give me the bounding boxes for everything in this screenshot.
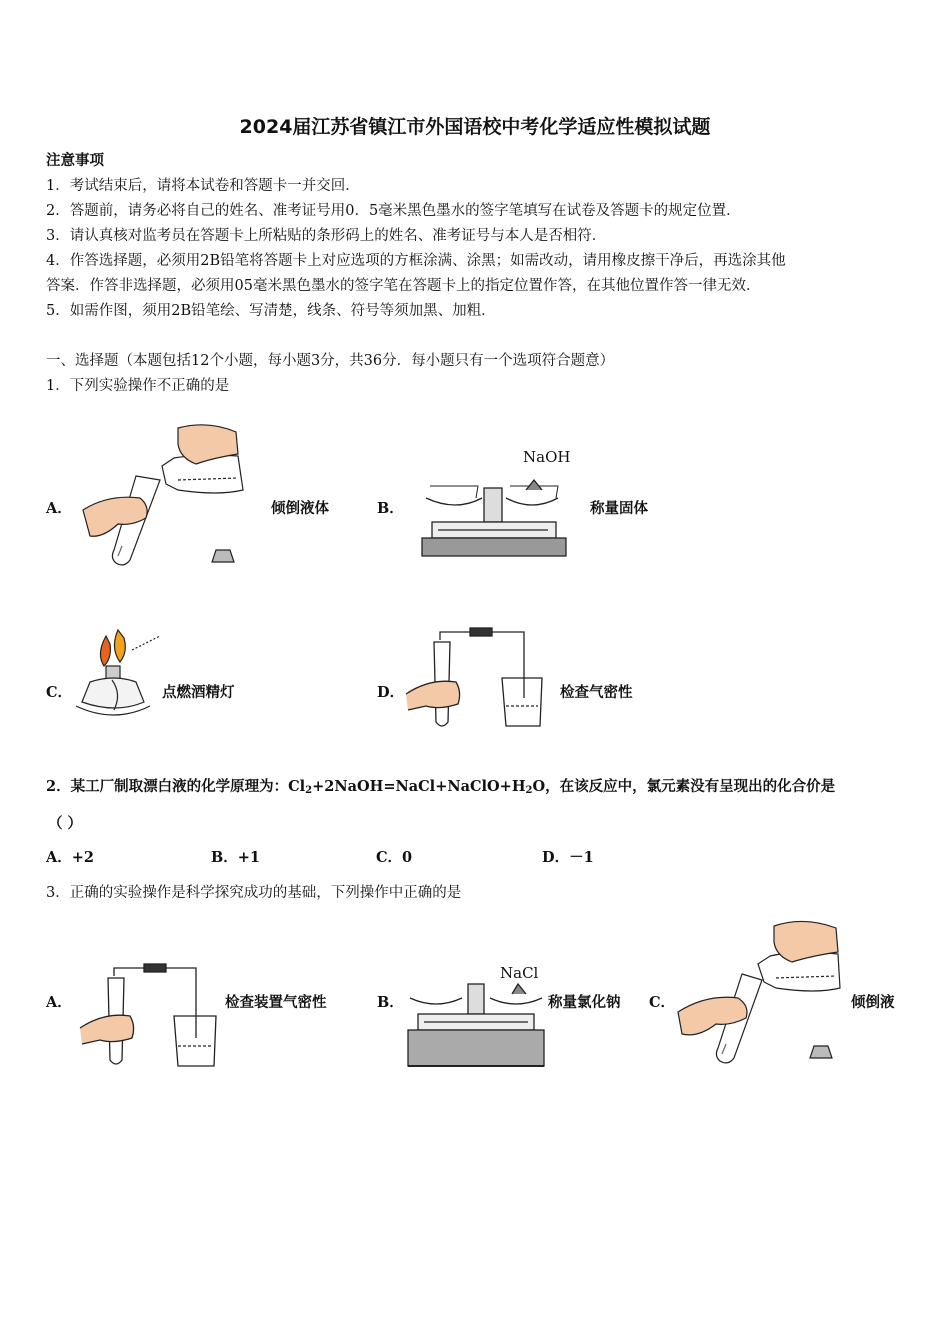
airtightness-check-figure (78, 962, 222, 1070)
q2-equation: $Cl_2+2NaOH=NaCl+NaClO+H_2O$ (288, 778, 546, 796)
alcohol-lamp-figure (76, 628, 162, 724)
balance-figure (406, 980, 546, 1072)
q1-option-b-letter: B． (377, 500, 404, 517)
q3-option-c-letter: C． (649, 994, 676, 1011)
notice-item: 4．作答选择题，必须用2B铅笔将答题卡上对应选项的方框涂满、涂黑；如需改动，请用橡皮擦干净后，再选涂其他 (46, 253, 786, 269)
q1-stem: 1．下列实验操作不正确的是 (46, 378, 230, 394)
q3-option-a-letter: A． (46, 994, 72, 1011)
section-heading: 一、选择题（本题包括12个小题，每小题3分，共36分．每小题只有一个选项符合题意） (46, 353, 615, 369)
airtightness-check-figure (406, 626, 550, 732)
q3-option-b-label: 称量氯化钠 (548, 994, 621, 1011)
nacl-label: NaCl (500, 964, 539, 982)
q3-stem: 3．正确的实验操作是科学探究成功的基础，下列操作中正确的是 (46, 885, 462, 901)
q3-option-b-letter: B． (377, 994, 404, 1011)
page-title: 2024届江苏省镇江市外国语校中考化学适应性模拟试题 (239, 116, 711, 138)
q2-option-a: A．+2 (46, 849, 94, 866)
q2-option-b: B．+1 (211, 849, 260, 866)
notice-item: 1．考试结束后，请将本试卷和答题卡一并交回． (46, 178, 360, 194)
q2-option-d: D．－1 (542, 849, 594, 866)
notice-heading: 注意事项 (46, 152, 104, 169)
q3-option-a-label: 检查装置气密性 (225, 994, 327, 1011)
balance-figure (418, 468, 568, 576)
notice-item: 2．答题前，请务必将自己的姓名、准考证号用0．5毫米黑色墨水的签字笔填写在试卷及答题卡的规定位置． (46, 203, 741, 219)
q2-paren: （ ） (48, 815, 83, 832)
q1-option-d-letter: D． (377, 684, 405, 701)
q1-option-c-letter: C． (46, 684, 73, 701)
q1-option-a-label: 倾倒液体 (271, 500, 329, 517)
pouring-liquid-figure (676, 914, 842, 1070)
naoh-label: NaOH (523, 448, 571, 466)
pouring-liquid-figure (78, 418, 248, 568)
q3-option-c-label: 倾倒液 (851, 994, 895, 1011)
notice-item: 3．请认真核对监考员在答题卡上所粘贴的条形码上的姓名、准考证号与本人是否相符． (46, 228, 607, 244)
q1-option-c-label: 点燃酒精灯 (162, 684, 235, 701)
q2-stem-post: ，在该反应中，氯元素没有呈现出的化合价是 (545, 778, 836, 795)
notice-item: 5．如需作图，须用2B铅笔绘、写清楚，线条、符号等须加黑、加粗． (46, 303, 496, 319)
q2-option-c: C．0 (376, 849, 413, 866)
q2-stem (46, 777, 835, 801)
q2-stem-pre: 2．某工厂制取漂白液的化学原理为： (46, 778, 289, 795)
q1-option-a-letter: A． (46, 500, 72, 517)
q1-option-d-label: 检查气密性 (560, 684, 633, 701)
notice-item: 答案．作答非选择题，必须用05毫米黑色墨水的签字笔在答题卡上的指定位置作答，在其他位置作答一律无效． (46, 278, 761, 294)
q1-option-b-label: 称量固体 (590, 500, 648, 517)
